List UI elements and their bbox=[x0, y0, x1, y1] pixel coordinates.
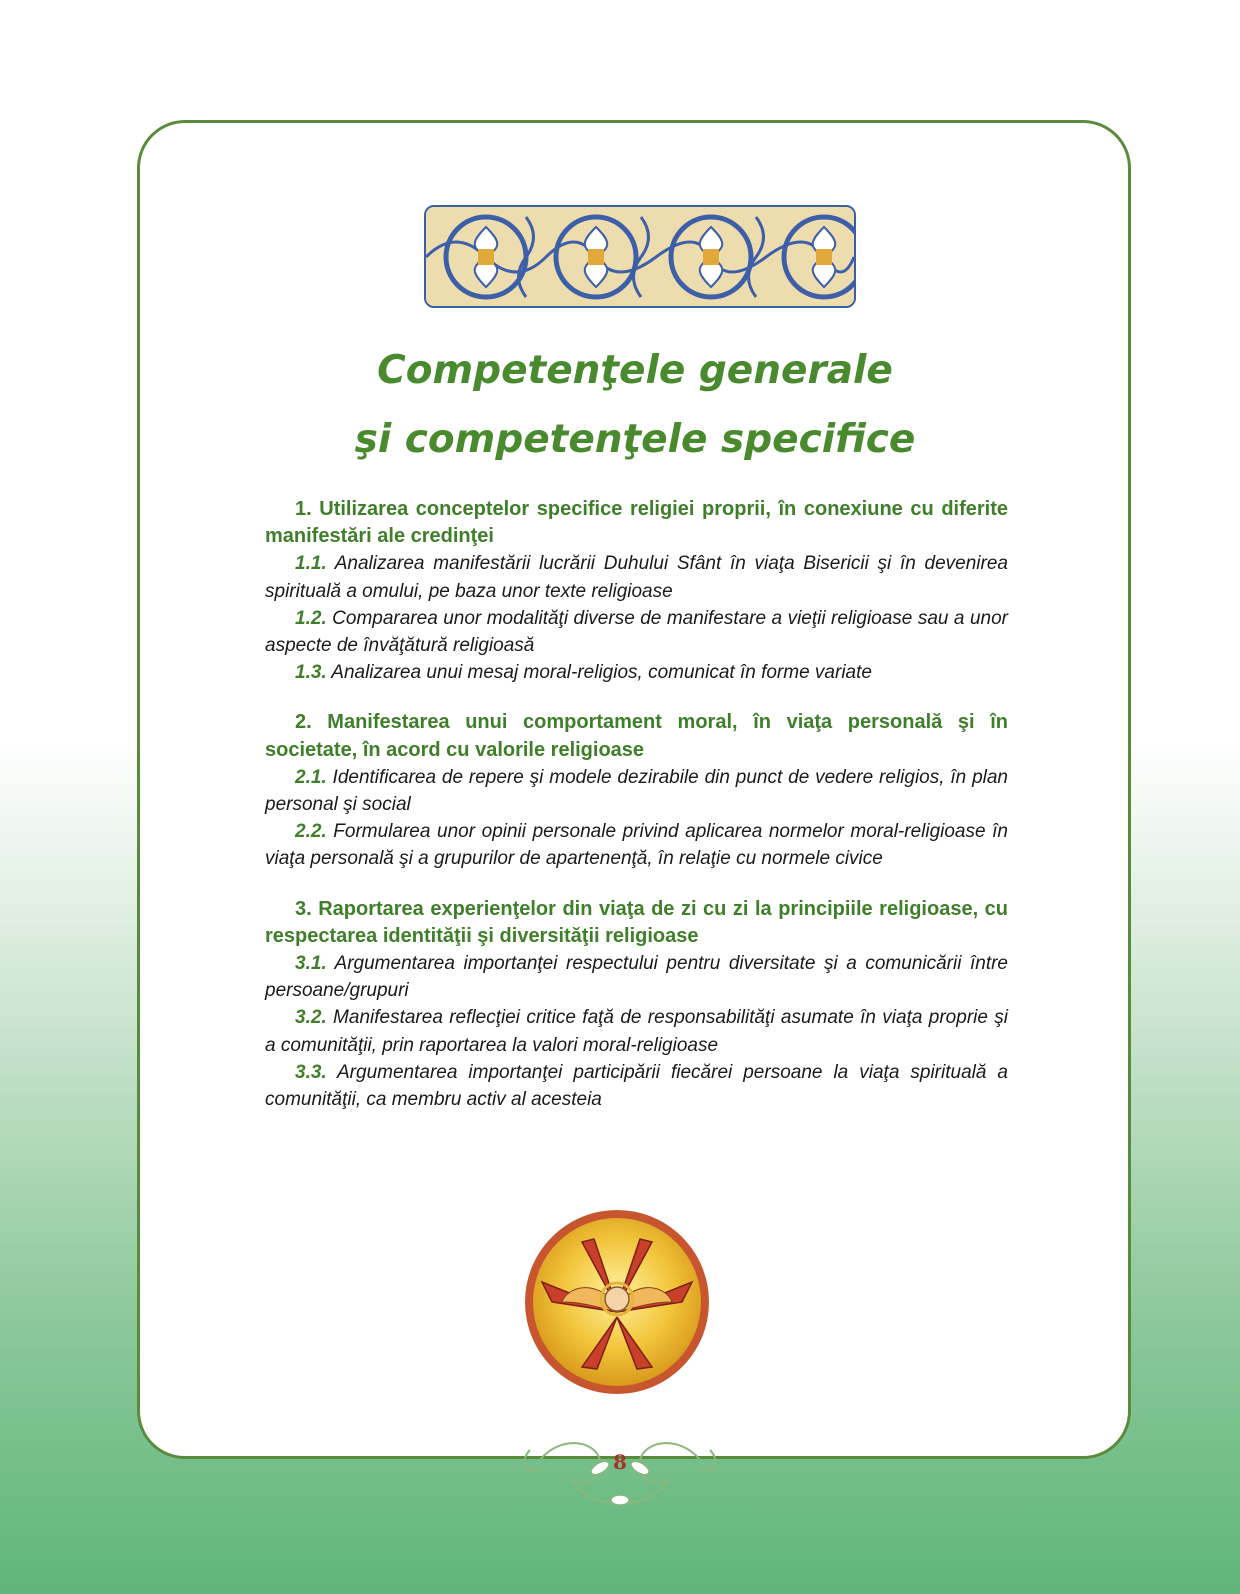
competence-section-1 bbox=[265, 496, 1008, 686]
competence-text: Formularea unor opinii personale privind aplicarea normelor moral-religioase în viaţa personală şi a grupurilor de apartenenţă, în relaţie cu normele civice bbox=[265, 821, 1008, 870]
page-title-line-1: Competenţele generale bbox=[377, 348, 893, 393]
general-competence-heading: 2. Manifestarea unui comportament moral, în viaţa personală şi în societate, în acord cu valorile religioase bbox=[265, 711, 1008, 761]
competence-number: 2.1. bbox=[295, 766, 327, 788]
competence-text: Identificarea de repere şi modele dezirabile din punct de vedere religios, în plan personal şi social bbox=[265, 766, 1008, 816]
ornamental-banner-image bbox=[424, 205, 856, 308]
competence-number: 1.3. bbox=[295, 662, 327, 684]
competence-text: Argumentarea importanţei participării fiecărei persoane la viaţa spirituală a comunităţii, ca membru activ al acesteia bbox=[265, 1061, 1008, 1111]
competence-section-3 bbox=[265, 896, 1008, 1114]
specific-competence-item bbox=[265, 764, 1008, 818]
competences-content bbox=[265, 496, 1008, 1136]
competence-text: Analizarea unui mesaj moral-religios, comunicat în forme variate bbox=[326, 662, 872, 684]
specific-competence-item bbox=[265, 659, 1008, 686]
specific-competence-item bbox=[265, 818, 1008, 872]
specific-competence-item bbox=[265, 550, 1008, 604]
competence-text: Analizarea manifestării lucrării Duhului Sfânt în viaţa Bisericii şi în devenirea spirituală a omului, pe baza unor texte religioase bbox=[265, 553, 1008, 602]
specific-competence-item bbox=[265, 950, 1008, 1004]
page-title-line-2: şi competenţele specifice bbox=[354, 417, 916, 462]
general-competence-heading: 3. Raportarea experienţelor din viaţa de zi cu zi la principiile religioase, cu respectarea identităţii şi diversităţii religioase bbox=[265, 897, 1008, 947]
page-number-ornament bbox=[500, 1430, 740, 1520]
page-number: 8 bbox=[613, 1450, 627, 1474]
floral-ornament-icon bbox=[500, 1430, 740, 1520]
specific-competence-item bbox=[265, 605, 1008, 659]
competence-number: 2.2. bbox=[295, 821, 327, 843]
competence-text: Argumentarea importanţei respectului pentru diversitate şi a comunicării între persoane/grupuri bbox=[265, 953, 1008, 1002]
specific-competence-item bbox=[265, 1059, 1008, 1113]
competence-number: 3.1. bbox=[295, 953, 327, 975]
competence-number: 3.2. bbox=[295, 1007, 327, 1029]
competence-text: Manifestarea reflecţiei critice faţă de responsabilităţi asumate în viaţa proprie şi a comunităţii, prin raportarea la valori moral-religioase bbox=[265, 1007, 1008, 1056]
specific-competence-item bbox=[265, 1004, 1008, 1058]
competence-number: 3.3. bbox=[295, 1061, 327, 1083]
competence-text: Compararea unor modalităţi diverse de manifestare a vieţii religioase sau a unor aspecte de învăţătură religioasă bbox=[265, 607, 1008, 657]
competence-number: 1.1. bbox=[295, 553, 327, 575]
general-competence-heading: 1. Utilizarea conceptelor specifice religiei proprii, în conexiune cu diferite manifestări ale credinţei bbox=[265, 498, 1008, 548]
competence-section-2 bbox=[265, 709, 1008, 872]
seraphim-medallion-image bbox=[522, 1207, 712, 1397]
competence-number: 1.2. bbox=[295, 607, 327, 629]
